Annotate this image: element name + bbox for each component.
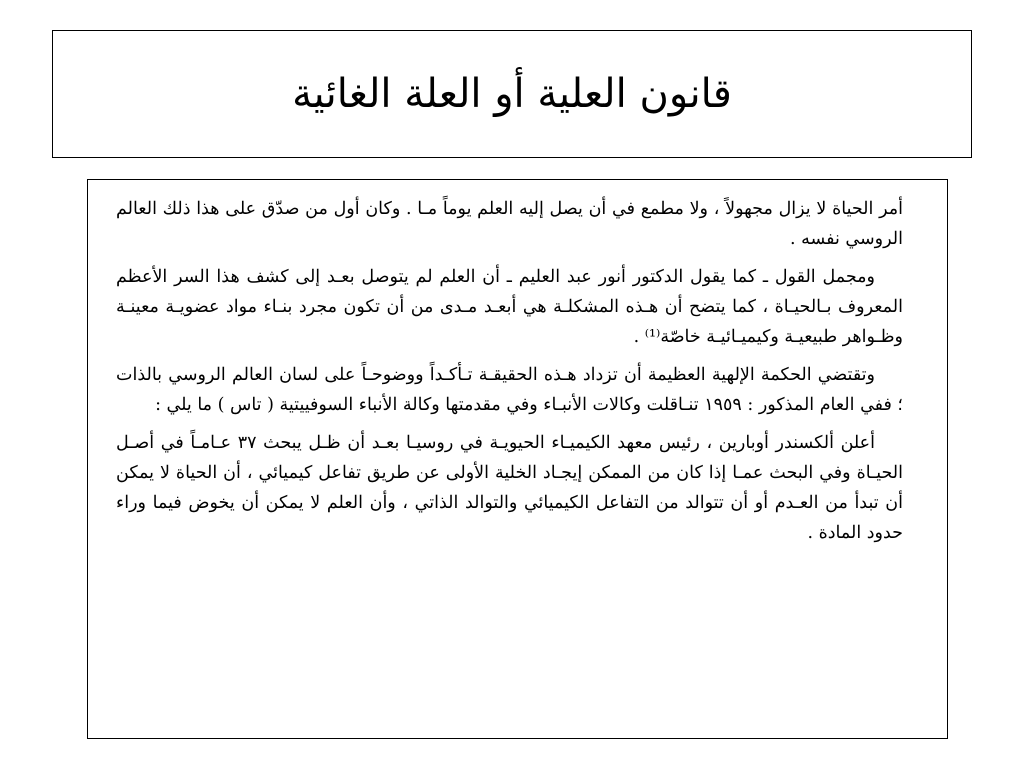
paragraph-4: أعلن ألكسندر أوبارين ، رئيس معهد الكيميـاء الحيويـة في روسيـا بعـد أن ظـل يبحث ٣٧ عـامـاً في أصـل الحيـاة وفي البحث عمـا إذا كان من الممكن إيجـاد الخلية الأولى عن طريق تفاعل كيميائي ، أن الحياة لا يمكن أن تبدأ من العـدم أو أن تتوالد من التفاعل الكيميائي والتوالد الذاتي ، وأن العلم لا يمكن أن يخوض فيما وراء حدود المادة . (116, 433, 903, 543)
paragraph-1: أمر الحياة لا يزال مجهولاً ، ولا مطمع في أن يصل إليه العلم يوماً مـا . وكان أول من صدّق على هذا ذلك العالم الروسي نفسه . (116, 199, 903, 249)
page-title: قانون العلية أو العلة الغائية (292, 71, 732, 117)
title-box (52, 30, 972, 158)
paragraph-3: وتقتضي الحكمة الإلهية العظيمة أن تزداد هـذه الحقيقـة تـأكـداً ووضوحـاً على لسان العالم الروسي بالذات ؛ ففي العام المذكور : ١٩٥٩ تنـاقلت وكالات الأنبـاء وفي مقدمتها وكالة الأنباء السوفييتية ( تاس ) ما يلي : (116, 365, 903, 415)
content-box (87, 179, 948, 739)
paragraph-2: ومجمل القول ـ كما يقول الدكتور أنور عبد العليم ـ أن العلم لم يتوصل بعـد إلى كشف هذا السر الأعظم المعروف بـالحيـاة ، كما يتضح أن هـذه المشكلـة هي أبعـد مـدى من أن تكون مجرد بنـاء مواد عضويـة معينـة وظـواهر طبيعيـة وكيميـائيـة خاصّة⁽¹⁾ . (116, 267, 903, 347)
